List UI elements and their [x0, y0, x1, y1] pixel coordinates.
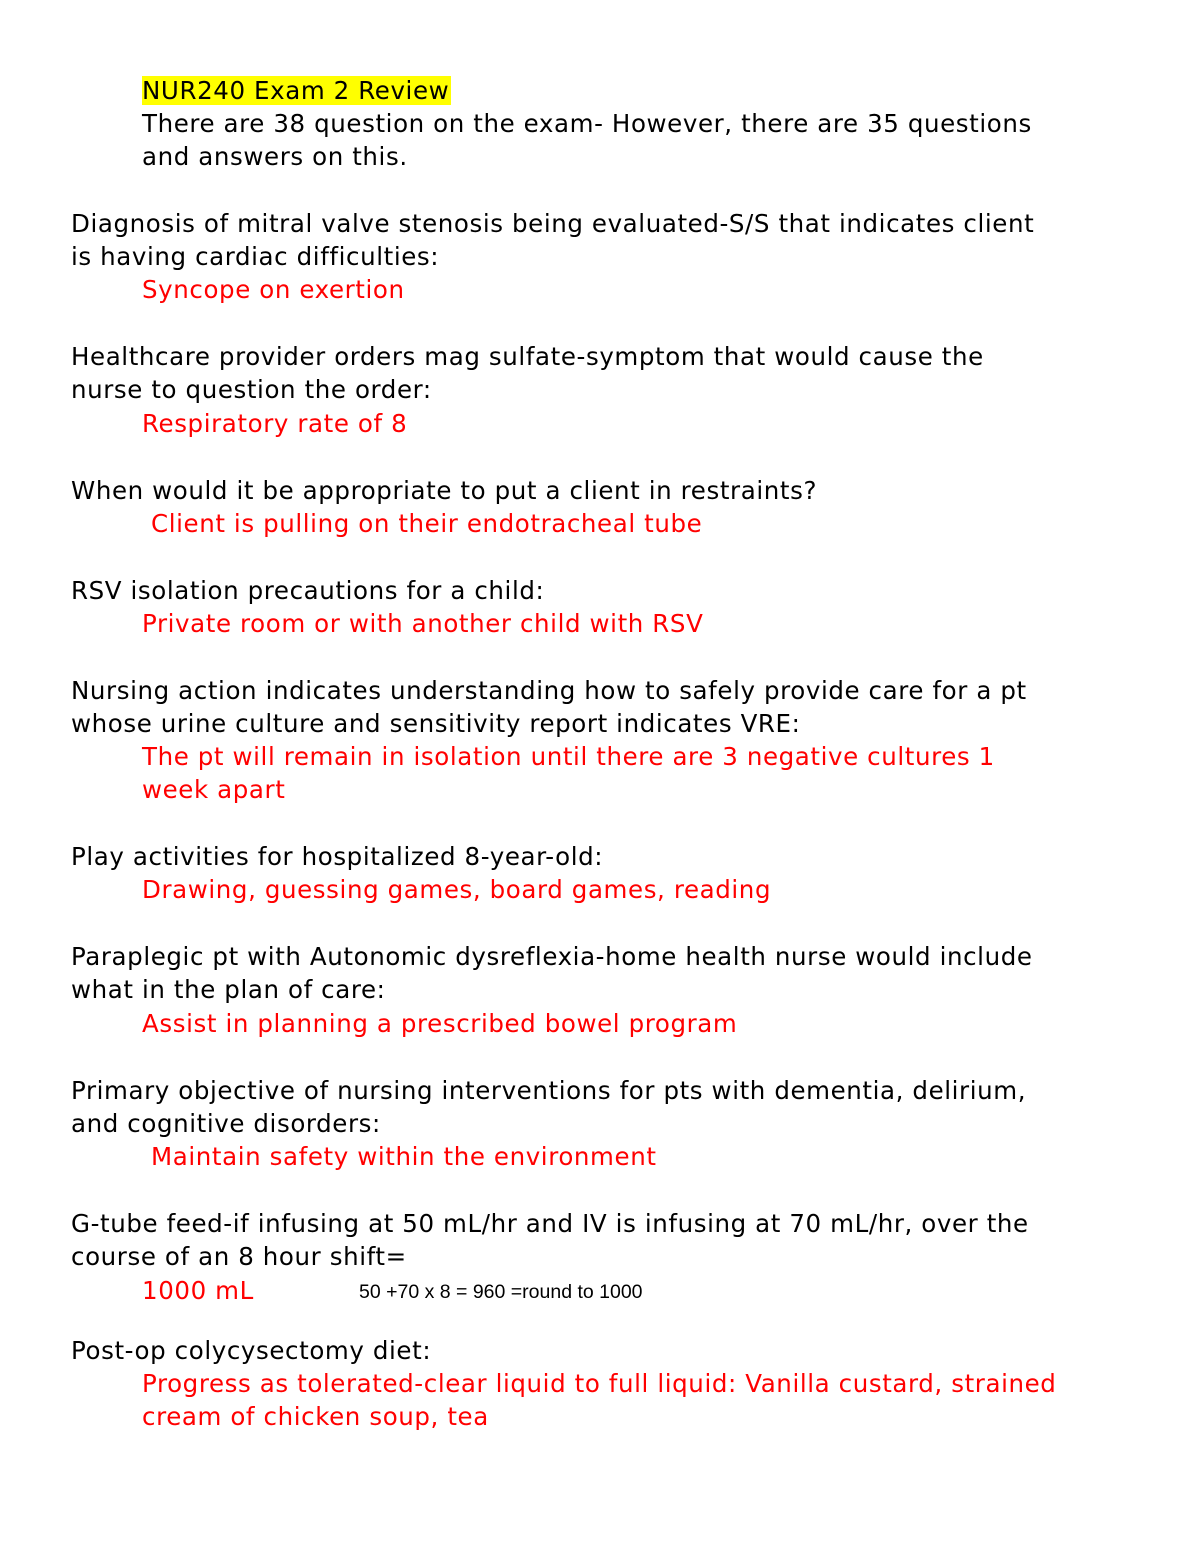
intro-text: There are 38 question on the exam- However, there are 35 questions [142, 109, 1032, 138]
question-text: is having cardiac difficulties: [71, 242, 440, 271]
question-text: Primary objective of nursing interventions for pts with dementia, delirium, [71, 1076, 1027, 1105]
question-text: Paraplegic pt with Autonomic dysreflexia-home health nurse would include [71, 942, 1033, 971]
answer-text: Progress as tolerated-clear liquid to full liquid: Vanilla custard, strained [142, 1369, 1057, 1398]
answer-text: cream of chicken soup, tea [142, 1402, 489, 1431]
question-text: and cognitive disorders: [71, 1109, 381, 1138]
question-text: Play activities for hospitalized 8-year-old: [71, 842, 604, 871]
document-title [142, 74, 451, 107]
question-text: Healthcare provider orders mag sulfate-symptom that would cause the [71, 342, 984, 371]
intro-text: and answers on this. [142, 142, 408, 171]
answer-text: The pt will remain in isolation until there are 3 negative cultures 1 [142, 742, 995, 771]
question-text: whose urine culture and sensitivity report indicates VRE: [71, 709, 801, 738]
answer-text: Client is pulling on their endotracheal tube [151, 509, 703, 538]
calculation-note: 50 +70 x 8 = 960 =round to 1000 [359, 1281, 643, 1303]
answer-text: Drawing, guessing games, board games, reading [142, 875, 772, 904]
answer-text: Respiratory rate of 8 [142, 409, 408, 438]
question-text: When would it be appropriate to put a client in restraints? [71, 476, 818, 505]
answer-text: Syncope on exertion [142, 275, 405, 304]
question-text: nurse to question the order: [71, 375, 432, 404]
question-text: Diagnosis of mitral valve stenosis being evaluated-S/S that indicates client [71, 209, 1035, 238]
question-text: course of an 8 hour shift= [71, 1242, 407, 1271]
answer-text: Maintain safety within the environment [151, 1142, 657, 1171]
question-text: Nursing action indicates understanding how to safely provide care for a pt [71, 676, 1027, 705]
answer-text: week apart [142, 775, 286, 804]
title-highlight: NUR240 Exam 2 Review [142, 76, 450, 105]
answer-text: Private room or with another child with RSV [142, 609, 704, 638]
answer-text: Assist in planning a prescribed bowel program [142, 1009, 738, 1038]
question-text: G-tube feed-if infusing at 50 mL/hr and IV is infusing at 70 mL/hr, over the [71, 1209, 1029, 1238]
question-text: RSV isolation precautions for a child: [71, 576, 545, 605]
question-text: Post-op colycysectomy diet: [71, 1336, 432, 1365]
answer-text: 1000 mL [142, 1276, 254, 1305]
question-text: what in the plan of care: [71, 975, 386, 1004]
